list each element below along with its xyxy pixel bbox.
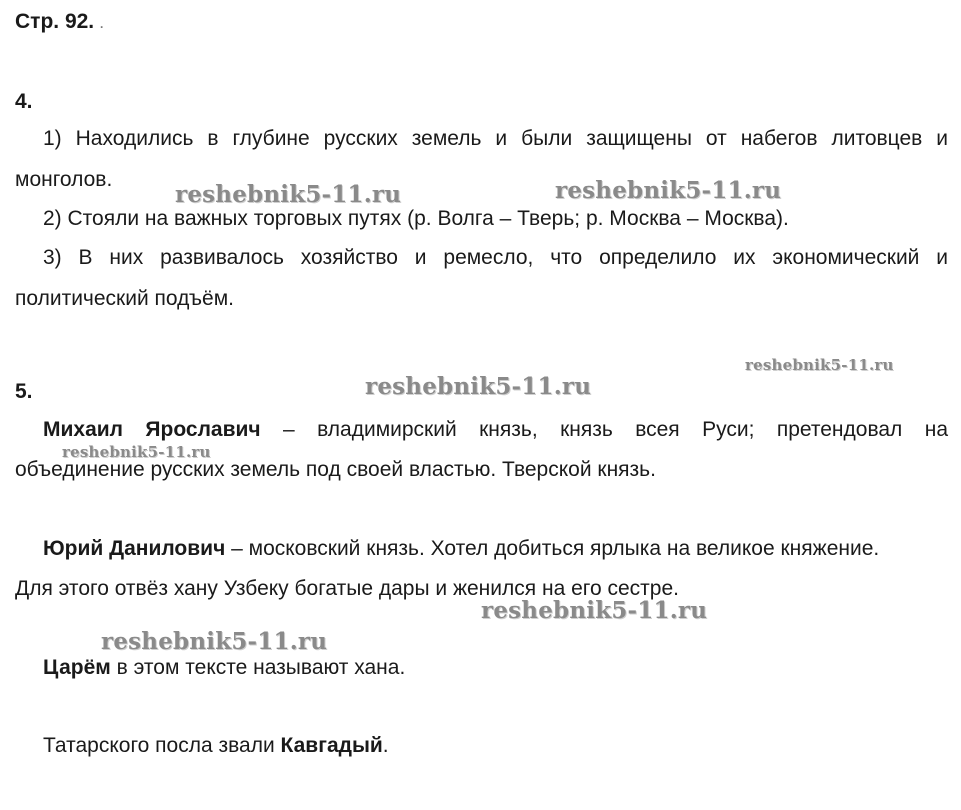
section-4-item-3-line-2: политический подъём. [15, 287, 234, 310]
mikhail-description: – владимирский князь, князь всея Руси; претендовал на [260, 418, 948, 441]
watermark: reshebnik5-11.ru [745, 356, 894, 374]
watermark: reshebnik5-11.ru [101, 628, 328, 655]
section-4-item-2: 2) Стояли на важных торговых путях (р. Волга – Тверь; р. Москва – Москва). [43, 207, 789, 230]
watermark: reshebnik5-11.ru [555, 177, 782, 204]
mikhail-paragraph-line-1 [43, 417, 948, 443]
watermark: reshebnik5-11.ru [175, 181, 402, 208]
section-4-item-1-line-2: монголов. [15, 168, 113, 191]
yuri-name: Юрий Данилович [43, 537, 226, 560]
page-label [15, 9, 103, 37]
mikhail-paragraph-line-2: объединение русских земель под своей властью. Тверской князь. [15, 458, 656, 481]
section-4-item-1-line-1: 1) Находились в глубине русских земель и были защищены от набегов литовцев и [43, 127, 948, 150]
section-5-number: 5. [15, 380, 33, 403]
tsar-word: Царём [43, 656, 111, 679]
yuri-description: – московский князь. Хотел добиться ярлыка на великое княжение. [225, 537, 880, 560]
section-4-item-3-line-1: 3) В них развивалось хозяйство и ремесло, что определило их экономический и [43, 246, 948, 269]
yuri-paragraph-line-1 [43, 536, 879, 562]
header-mark: . [99, 17, 104, 31]
tsar-paragraph [43, 655, 405, 681]
mikhail-name: Михаил Ярославич [43, 418, 261, 441]
watermark: reshebnik5-11.ru [365, 373, 592, 400]
envoy-text: Татарского посла звали [43, 734, 281, 757]
envoy-paragraph [43, 733, 389, 759]
page-number: Стр. 92. [15, 10, 95, 33]
tsar-description: в этом тексте называют хана. [110, 656, 406, 679]
section-4-number: 4. [15, 90, 33, 113]
watermark: reshebnik5-11.ru [62, 443, 211, 461]
envoy-name: Кавгадый [280, 734, 383, 757]
watermark: reshebnik5-11.ru [481, 597, 708, 624]
yuri-paragraph-line-2: Для этого отвёз хану Узбеку богатые дары и женился на его сестре. [15, 577, 679, 600]
envoy-end: . [382, 734, 389, 757]
